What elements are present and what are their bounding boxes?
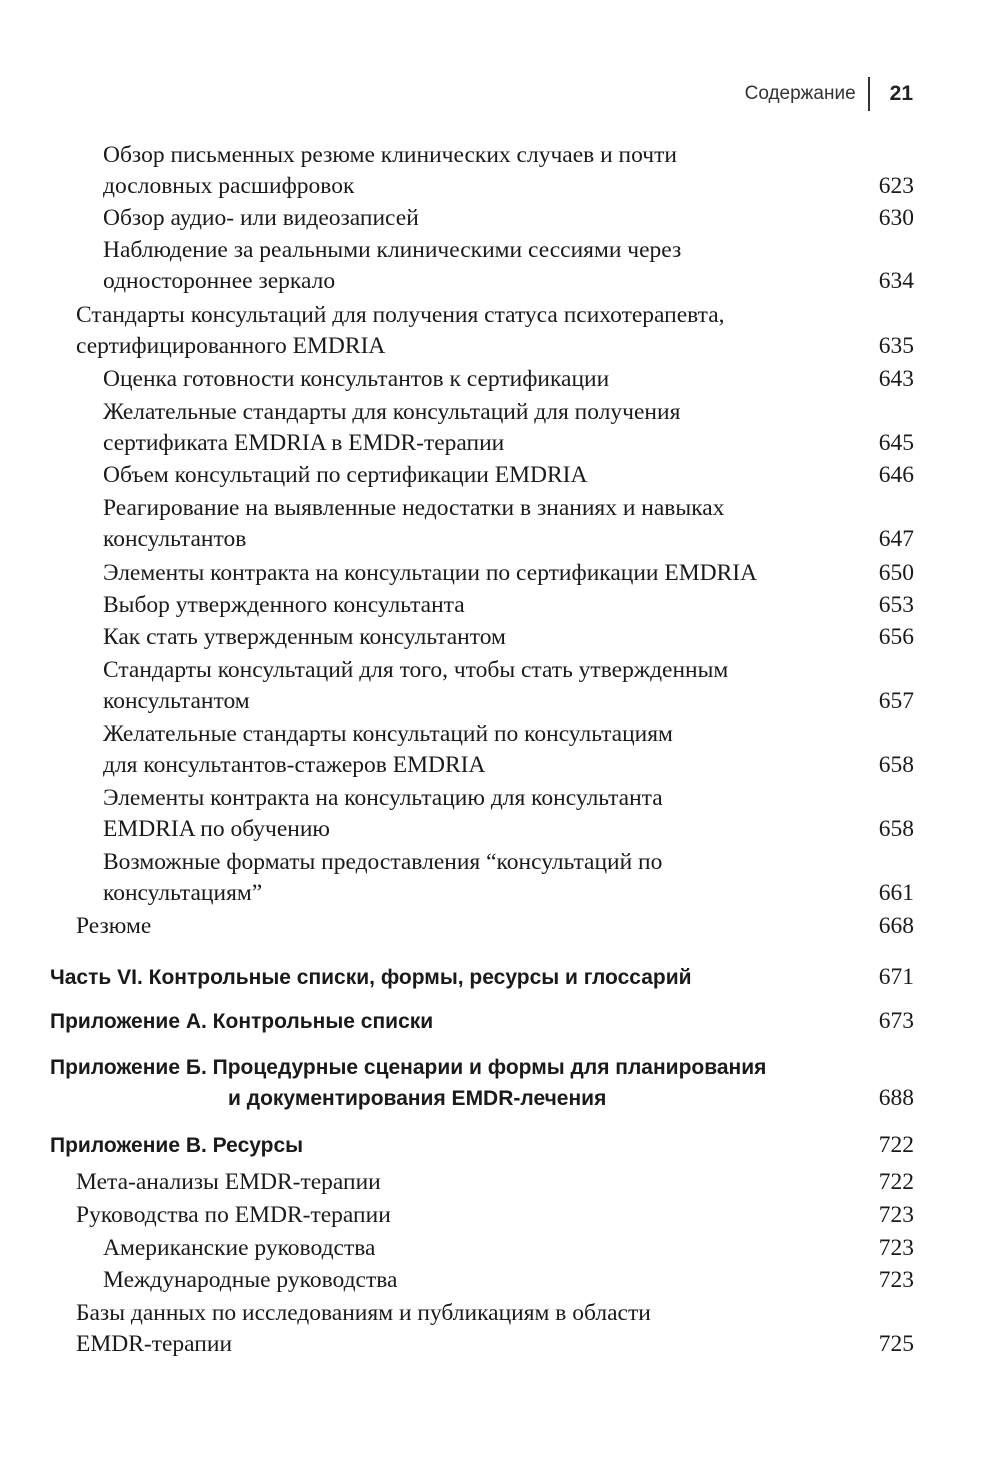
toc-entry-title: Как стать утвержденным консультантом — [103, 624, 506, 650]
toc-entry-title: Мета-анализы EMDR-терапии — [76, 1169, 381, 1195]
toc-entry-title: Американские руководства — [103, 1235, 376, 1261]
page-number: 21 — [889, 82, 913, 105]
toc-entry-title-line2: и документирования EMDR-лечения — [228, 1087, 607, 1110]
toc-entry-page: 635 — [878, 333, 914, 359]
toc-entry-title: Желательные стандарты для консультаций для получения сертификата EMDRIA в EMDR-терапии — [103, 399, 681, 456]
toc-entry-page: 643 — [878, 366, 914, 392]
toc-entry-title: Международные руководства — [103, 1267, 398, 1293]
toc-entry-page: 634 — [878, 268, 914, 294]
toc-entry-page: 645 — [878, 430, 914, 456]
toc-entry-page: 646 — [878, 462, 914, 488]
toc-entry-title: Наблюдение за реальными клиническими сессиями через одностороннее зеркало — [103, 237, 682, 294]
toc-entry-page: 722 — [878, 1169, 914, 1195]
toc-entry-title: Приложение В. Ресурсы — [50, 1134, 304, 1157]
toc-entry-title: Стандарты консультаций для того, чтобы стать утвержденным консультантом — [103, 657, 729, 714]
toc-entry-title: Обзор аудио- или видеозаписей — [103, 205, 419, 231]
toc-entry-page: 630 — [878, 205, 914, 231]
toc-entry-page: 658 — [878, 816, 914, 842]
running-header-section: Содержание — [744, 83, 856, 104]
toc-entry-title: Обзор письменных резюме клинических случаев и почти дословных расшифровок — [103, 142, 677, 199]
toc-entry-title: Желательные стандарты консультаций по консультациям для консультантов-стажеров EMDRIA — [103, 721, 673, 778]
toc-entry-title: Стандарты консультаций для получения статуса психотерапевта, сертифицированного EMDRIA — [76, 302, 725, 359]
toc-entry-title: Элементы контракта на консультацию для консультанта EMDRIA по обучению — [103, 785, 663, 842]
toc-entry-title: Реагирование на выявленные недостатки в знаниях и навыках консультантов — [103, 495, 725, 552]
toc-entry-title: Объем консультаций по сертификации EMDRIA — [103, 462, 588, 488]
toc-entry-title: Оценка готовности консультантов к сертификации — [103, 366, 610, 392]
toc-entry-page: 725 — [878, 1331, 914, 1357]
toc-entry-page: 623 — [878, 173, 914, 199]
toc-entry-title: Приложение А. Контрольные списки — [50, 1010, 434, 1033]
toc-entry-page: 650 — [878, 560, 914, 586]
toc-entry-page: 673 — [878, 1008, 914, 1034]
toc-entry-page: 723 — [878, 1202, 914, 1228]
toc-entry-page: 657 — [878, 688, 914, 714]
toc-entry-page: 671 — [878, 964, 914, 990]
toc-entry-title: Руководства по EMDR-терапии — [76, 1202, 391, 1228]
toc-entry-title — [50, 1052, 766, 1114]
toc-entry-title: Элементы контракта на консультации по сертификации EMDRIA — [103, 560, 758, 586]
toc-entry-title-line1: Приложение Б. Процедурные сценарии и формы для планирования — [50, 1056, 767, 1079]
toc-entry-page: 723 — [878, 1267, 914, 1293]
toc-entry-page: 658 — [878, 752, 914, 778]
toc-entry-page: 661 — [878, 880, 914, 906]
toc-entry-page: 647 — [878, 526, 914, 552]
toc-entry-page: 688 — [878, 1085, 914, 1111]
toc-entry-title: Возможные форматы предоставления “консультаций по консультациям” — [103, 849, 663, 906]
toc-entry-page: 668 — [878, 913, 914, 939]
toc-entry-title: Часть VI. Контрольные списки, формы, ресурсы и глоссарий — [50, 966, 692, 989]
toc-entry-title: Выбор утвержденного консультанта — [103, 592, 465, 618]
toc-entry-title: Резюме — [76, 913, 152, 939]
toc-entry-page: 656 — [878, 624, 914, 650]
toc-entry-page: 723 — [878, 1235, 914, 1261]
toc-entry-page: 653 — [878, 592, 914, 618]
toc-entry-title: Базы данных по исследованиям и публикациям в области EMDR-терапии — [76, 1300, 651, 1357]
toc-entry-page: 722 — [878, 1132, 914, 1158]
